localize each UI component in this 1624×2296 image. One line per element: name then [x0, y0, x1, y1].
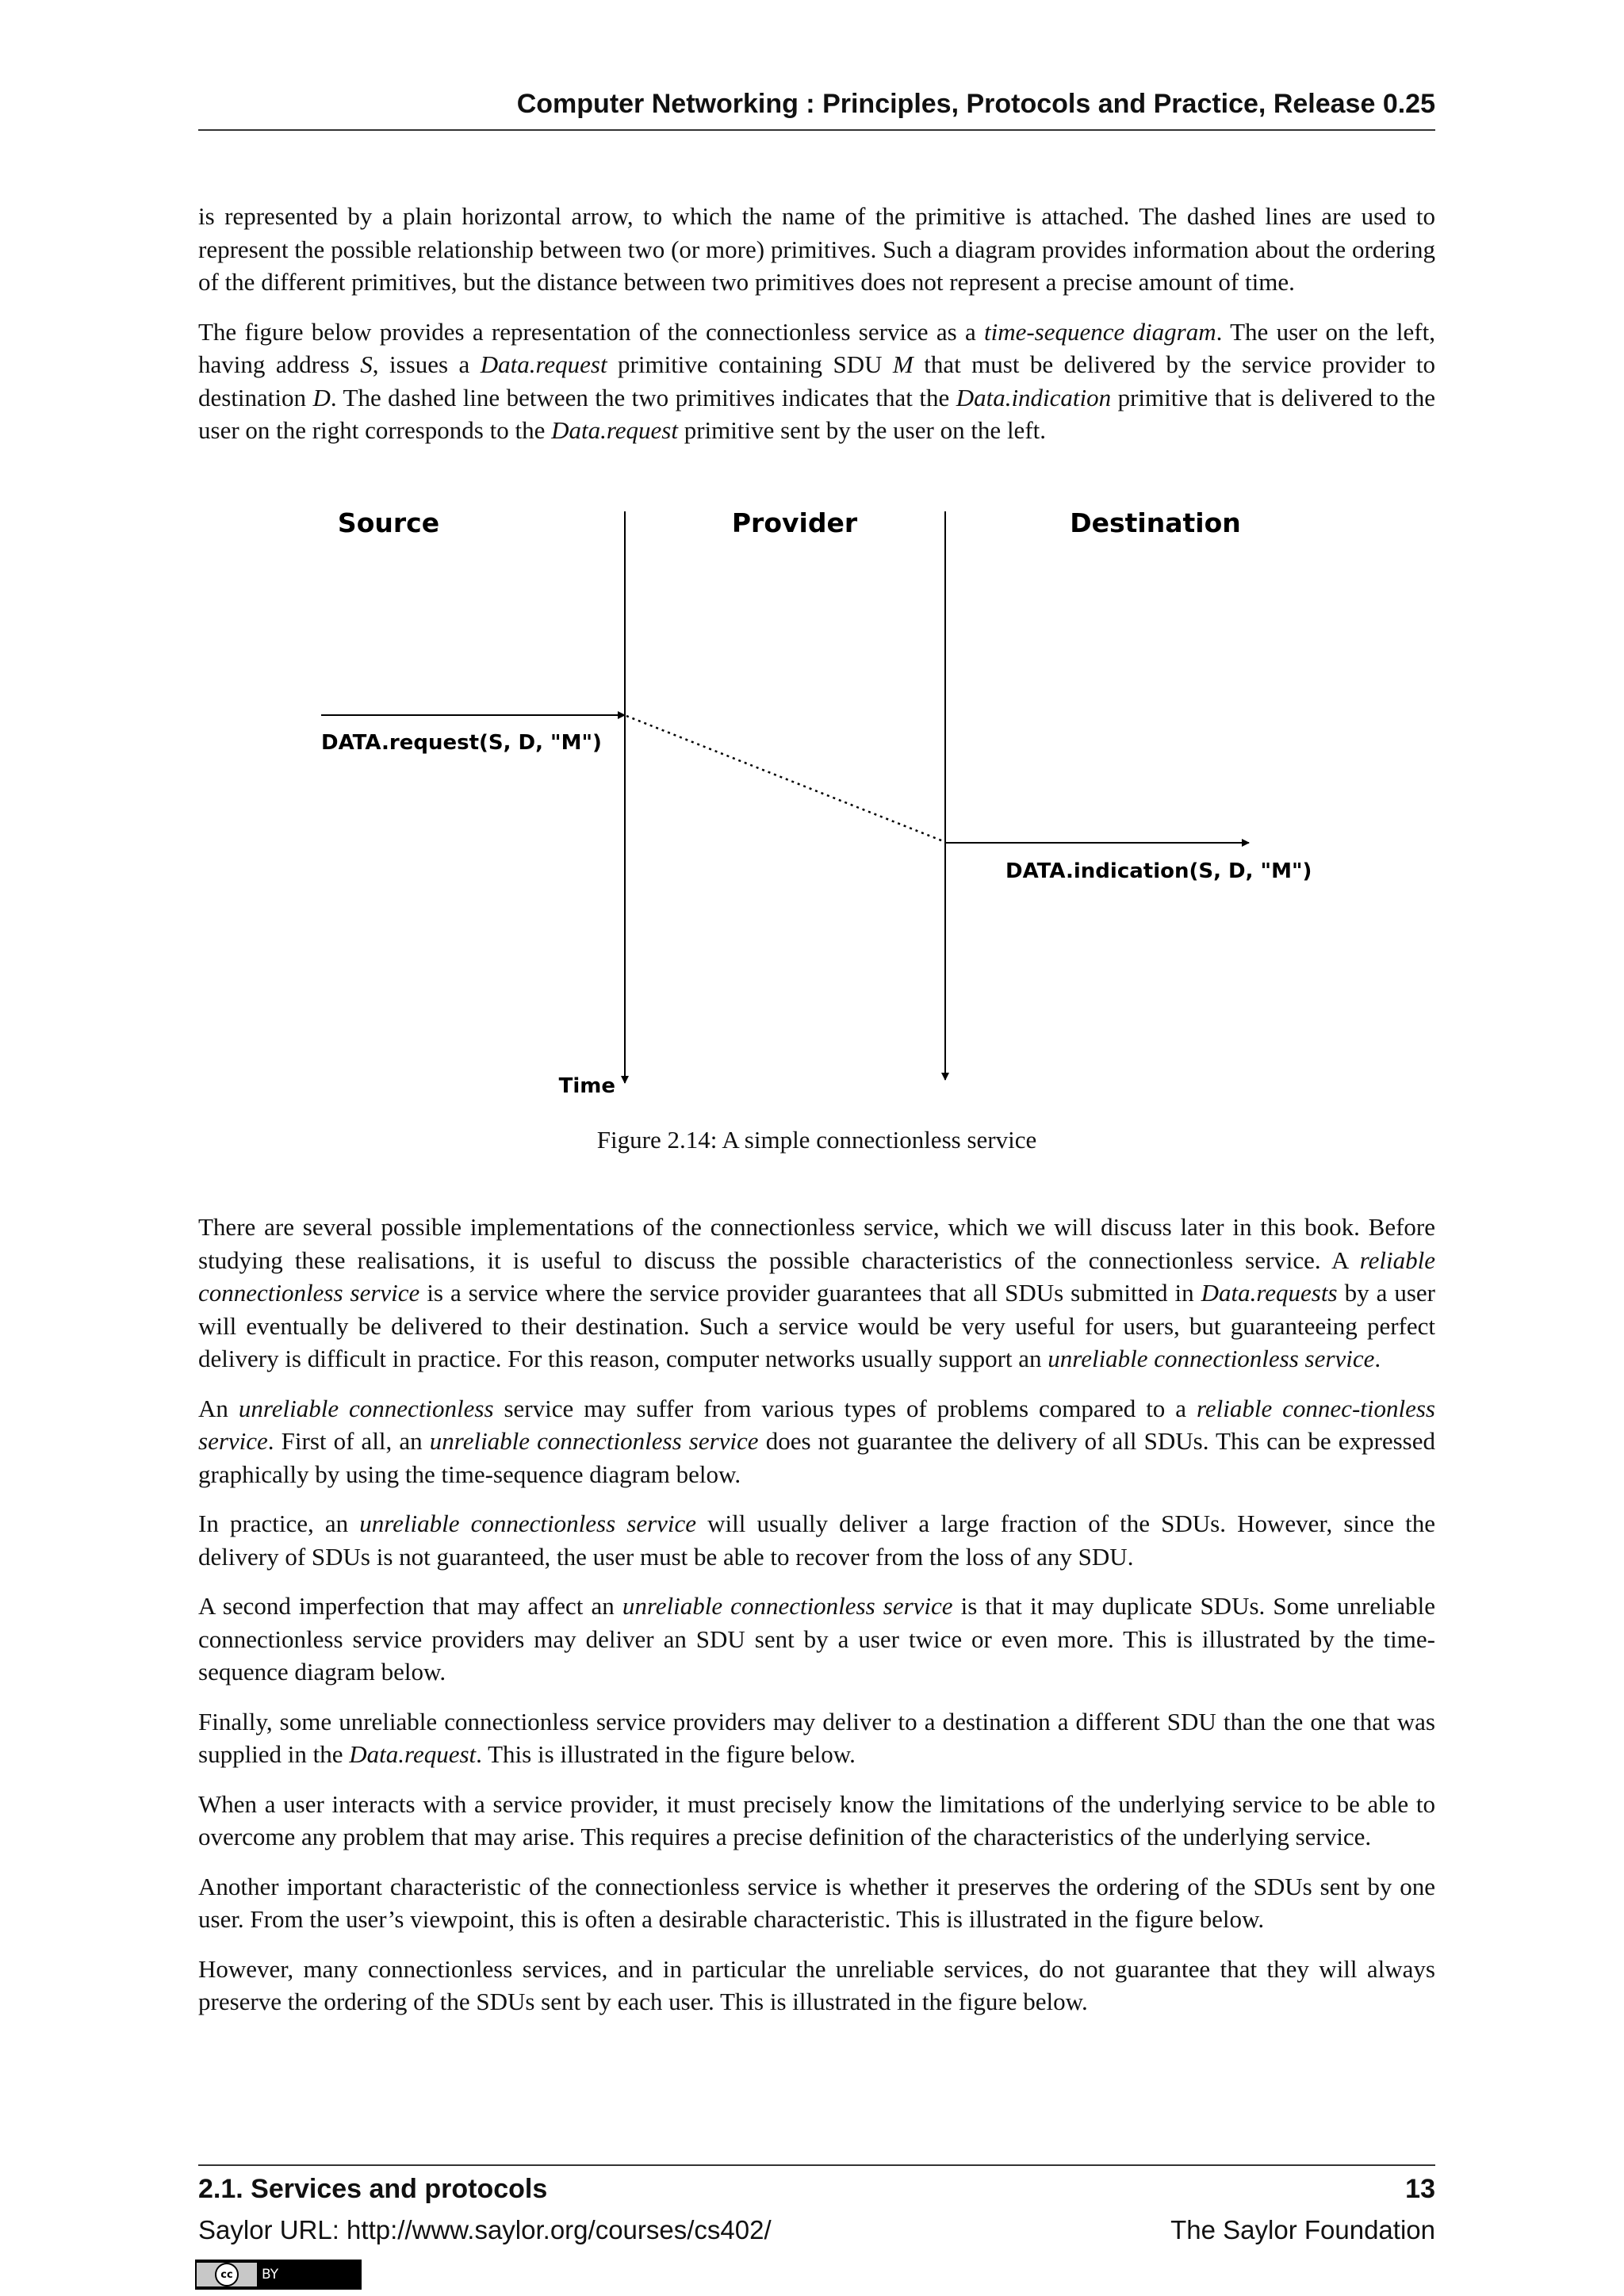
italic-term: D — [312, 383, 331, 411]
text-run: primitive that is delivered to the user on the right corresponds to the — [198, 383, 1435, 444]
text-run: . This is illustrated in the figure below. — [476, 1740, 856, 1768]
data-request-label: DATA.request(S, D, "M") — [321, 731, 602, 755]
text-run: that must be delivered by the service provider to destination — [198, 350, 1435, 411]
text-run: will usually deliver a large fraction of the SDUs. However, since the delivery of SDUs is not guaranteed, the user must be able to recover from the loss of any SDU. — [198, 1510, 1435, 1571]
data-indication-label: DATA.indication(S, D, "M") — [1005, 859, 1312, 883]
italic-term: Data.request — [349, 1740, 477, 1768]
text-run: . — [1374, 1345, 1381, 1372]
cc-by-license-badge — [195, 2260, 362, 2290]
column-provider: Provider — [731, 507, 858, 538]
italic-term: Data.request — [551, 416, 678, 444]
cc-logo — [197, 2263, 257, 2286]
cc-icon: cc — [215, 2263, 239, 2286]
running-header: Computer Networking : Principles, Protocols and Practice, Release 0.25 — [516, 89, 1435, 119]
paragraph — [198, 1870, 1435, 1936]
paragraph — [198, 1788, 1435, 1854]
text-run: When a user interacts with a service provider, it must precisely know the limitations of the underlying service to be able to overcome any problem that may arise. This requires a precise definition of the characteristics of the underlying service. — [198, 1789, 1435, 1850]
italic-term: reliable connectionless service — [198, 1246, 1435, 1307]
italic-term: Data.request — [480, 350, 607, 378]
footer-section-title: 2.1. Services and protocols — [198, 2174, 548, 2204]
text-run: primitive sent by the user on the left. — [677, 416, 1046, 444]
italic-term: S — [360, 350, 373, 378]
italic-term: unreliable connectionless service — [1048, 1345, 1375, 1372]
italic-term: Data.requests — [1201, 1279, 1338, 1307]
text-run: is represented by a plain horizontal arrow, to which the name of the primitive is attached. The dashed lines are used to represent the possible relationship between two (or more) primitives. Such a diagram provides information about the ordering of the different primitives, but the distance between two primitives does not represent a precise amount of time. — [198, 202, 1435, 296]
column-source: Source — [337, 507, 440, 538]
italic-term: Data.indication — [956, 383, 1112, 411]
paragraph — [198, 200, 1435, 299]
text-run: However, many connectionless services, and in particular the unreliable services, do not guarantee that they will always preserve the ordering of the SDUs sent by each user. This is illustrated in the figure below. — [198, 1954, 1435, 2015]
time-sequence-figure — [198, 492, 1435, 1110]
paragraph — [198, 1590, 1435, 1689]
text-run: In practice, an — [198, 1510, 360, 1537]
footer-rule — [198, 2164, 1435, 2166]
figure-caption: Figure 2.14: A simple connectionless service — [596, 1126, 1037, 1154]
page-number: 13 — [1405, 2174, 1435, 2204]
text-run: Finally, some unreliable connectionless service providers may deliver to a destination a different SDU than the one that was supplied in the — [198, 1707, 1435, 1768]
text-run: does not guarantee the delivery of all SDUs. This can be expressed graphically by using the time-sequence diagram below. — [198, 1427, 1436, 1488]
text-run: A second imperfection that may affect an — [198, 1592, 622, 1620]
text-run: The figure below provides a representation of the connectionless service as a — [198, 317, 984, 346]
primitive-relationship-dashed-line — [626, 716, 945, 842]
text-run: primitive containing SDU — [607, 350, 893, 378]
italic-term: time-sequence diagram — [983, 317, 1216, 346]
text-run: . First of all, an — [267, 1427, 430, 1455]
column-destination: Destination — [1070, 507, 1241, 538]
paragraph — [198, 1953, 1435, 2019]
italic-term: unreliable connectionless service — [359, 1510, 697, 1537]
text-run: There are several possible implementations of the connectionless service, which we will discuss later in this book. Before studying these realisations, it is useful to discuss the possible characteristics of the connectionless service. A — [198, 1213, 1435, 1274]
text-run: , issues a — [372, 350, 481, 378]
text-run: is that it may duplicate SDUs. Some unreliable connectionless service providers may deliver an SDU sent by a user twice or even more. This is illustrated by the time-sequence diagram below. — [198, 1592, 1435, 1686]
text-run: . The user on the left, having address — [198, 317, 1435, 378]
header-rule — [198, 129, 1435, 131]
italic-term: unreliable connectionless — [238, 1394, 494, 1422]
body-text — [198, 1211, 1435, 2035]
italic-term: M — [892, 350, 914, 378]
italic-term: reliable connec-tionless service — [198, 1394, 1435, 1455]
time-sequence-diagram — [198, 492, 1435, 1110]
text-run: by a user will eventually be delivered to their destination. Such a service would be very useful for users, but guaranteeing perfect delivery is difficult in practice. For this reason, computer networks usually support an — [198, 1279, 1435, 1372]
footer-organization: The Saylor Foundation — [1170, 2215, 1435, 2244]
text-run: is a service where the service provider guarantees that all SDUs submitted in — [419, 1279, 1201, 1307]
paragraph — [198, 316, 1435, 447]
intro-text — [198, 200, 1435, 464]
text-run: An — [198, 1394, 239, 1422]
paragraph — [198, 1705, 1435, 1771]
italic-term: unreliable connectionless service — [622, 1592, 953, 1620]
time-axis-label: Time — [558, 1074, 615, 1098]
paragraph — [198, 1211, 1435, 1376]
paragraph — [198, 1392, 1435, 1491]
paragraph — [198, 1507, 1435, 1573]
footer-url: Saylor URL: http://www.saylor.org/courses/cs402/ — [198, 2215, 772, 2244]
text-run: . The dashed line between the two primitives indicates that the — [330, 383, 956, 411]
italic-term: unreliable connectionless service — [429, 1427, 759, 1455]
text-run: Another important characteristic of the connectionless service is whether it preserves the ordering of the SDUs sent by one user. From the user’s viewpoint, this is often a desirable characteristic. This is illustrated in the figure below. — [198, 1872, 1435, 1933]
text-run: service may suffer from various types of problems compared to a — [493, 1394, 1197, 1422]
cc-by-label: BY — [262, 2267, 279, 2283]
